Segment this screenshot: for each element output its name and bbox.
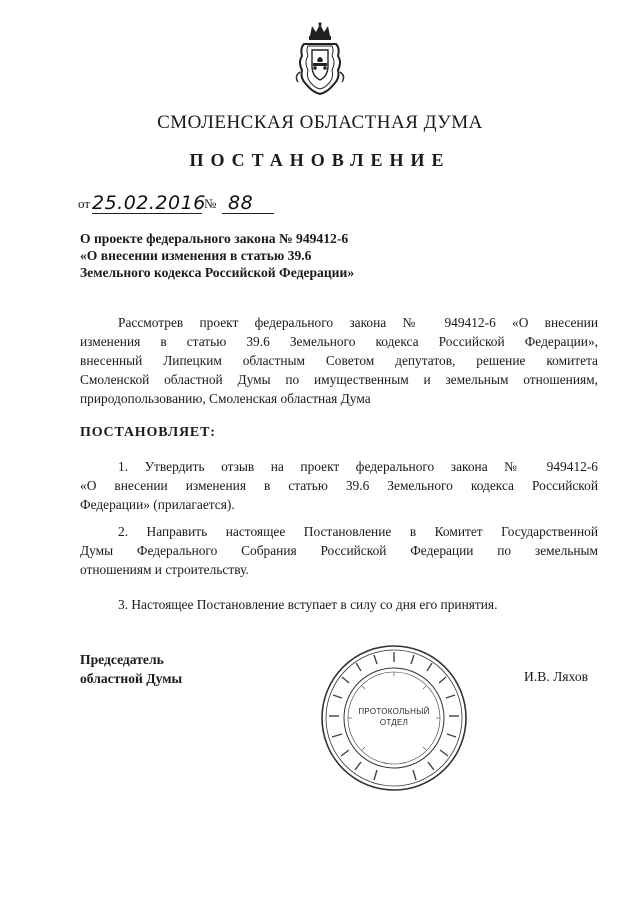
- subject-line: «О внесении изменения в статью 39.6: [80, 248, 312, 263]
- number-underline: [222, 213, 274, 214]
- paragraph-line: изменения в статью 39.6 Земельного кодекса Российской Федерации»,: [80, 334, 598, 349]
- preamble-paragraph: [80, 313, 598, 408]
- document-type-heading: ПОСТАНОВЛЕНИЕ: [189, 150, 451, 170]
- stamp-line: ОТДЕЛ: [379, 718, 409, 727]
- signatory-name: И.В. Ляхов: [524, 669, 589, 684]
- coat-of-arms-emblem: [292, 22, 348, 98]
- date-from-label: от: [78, 196, 91, 211]
- handwritten-date: 25.02.2016: [92, 192, 206, 214]
- paragraph-line: Федерации» (прилагается).: [80, 497, 235, 512]
- paragraph-line: Рассмотрев проект федерального закона № 949412-6 «О внесении: [118, 315, 598, 330]
- number-label: №: [204, 196, 217, 211]
- paragraph-line: «О внесении изменения в статью 39.6 Земельного кодекса Российской: [80, 478, 598, 493]
- resolution-item-2: [80, 522, 598, 579]
- paragraph-line: 3. Настоящее Постановление вступает в силу со дня его принятия.: [118, 597, 498, 612]
- date-underline: [92, 213, 202, 214]
- resolution-item-3: [80, 595, 598, 614]
- stamp-line: ПРОТОКОЛЬНЫЙ: [358, 707, 430, 716]
- paragraph-line: внесенный Липецким областным Советом депутатов, решение комитета: [80, 353, 598, 368]
- organization-title: СМОЛЕНСКАЯ ОБЛАСТНАЯ ДУМА: [157, 112, 483, 133]
- paragraph-line: Думы Федерального Собрания Российской Федерации по земельным: [80, 543, 598, 558]
- resolution-item-1: [80, 457, 598, 514]
- paragraph-line: природопользованию, Смоленская областная Дума: [80, 391, 371, 406]
- subject-line: О проекте федерального закона № 949412-6: [80, 231, 349, 246]
- resolves-heading: ПОСТАНОВЛЯЕТ:: [80, 425, 216, 440]
- paragraph-line: 1. Утвердить отзыв на проект федерального закона № 949412-6: [118, 459, 598, 474]
- position-line: областной Думы: [80, 671, 183, 686]
- position-line: Председатель: [80, 652, 164, 667]
- signatory-position: [80, 650, 182, 688]
- paragraph-line: 2. Направить настоящее Постановление в Комитет Государственной: [118, 524, 598, 539]
- date-number-line: [78, 192, 378, 216]
- subject-line: Земельного кодекса Российской Федерации»: [80, 265, 355, 280]
- document-subject: [80, 230, 440, 281]
- paragraph-line: отношениям и строительству.: [80, 562, 249, 577]
- stamp-inner-text: [352, 706, 436, 728]
- handwritten-number: 88: [228, 192, 254, 214]
- paragraph-line: Смоленской областной Думы по имущественным и земельным отношениям,: [80, 372, 598, 387]
